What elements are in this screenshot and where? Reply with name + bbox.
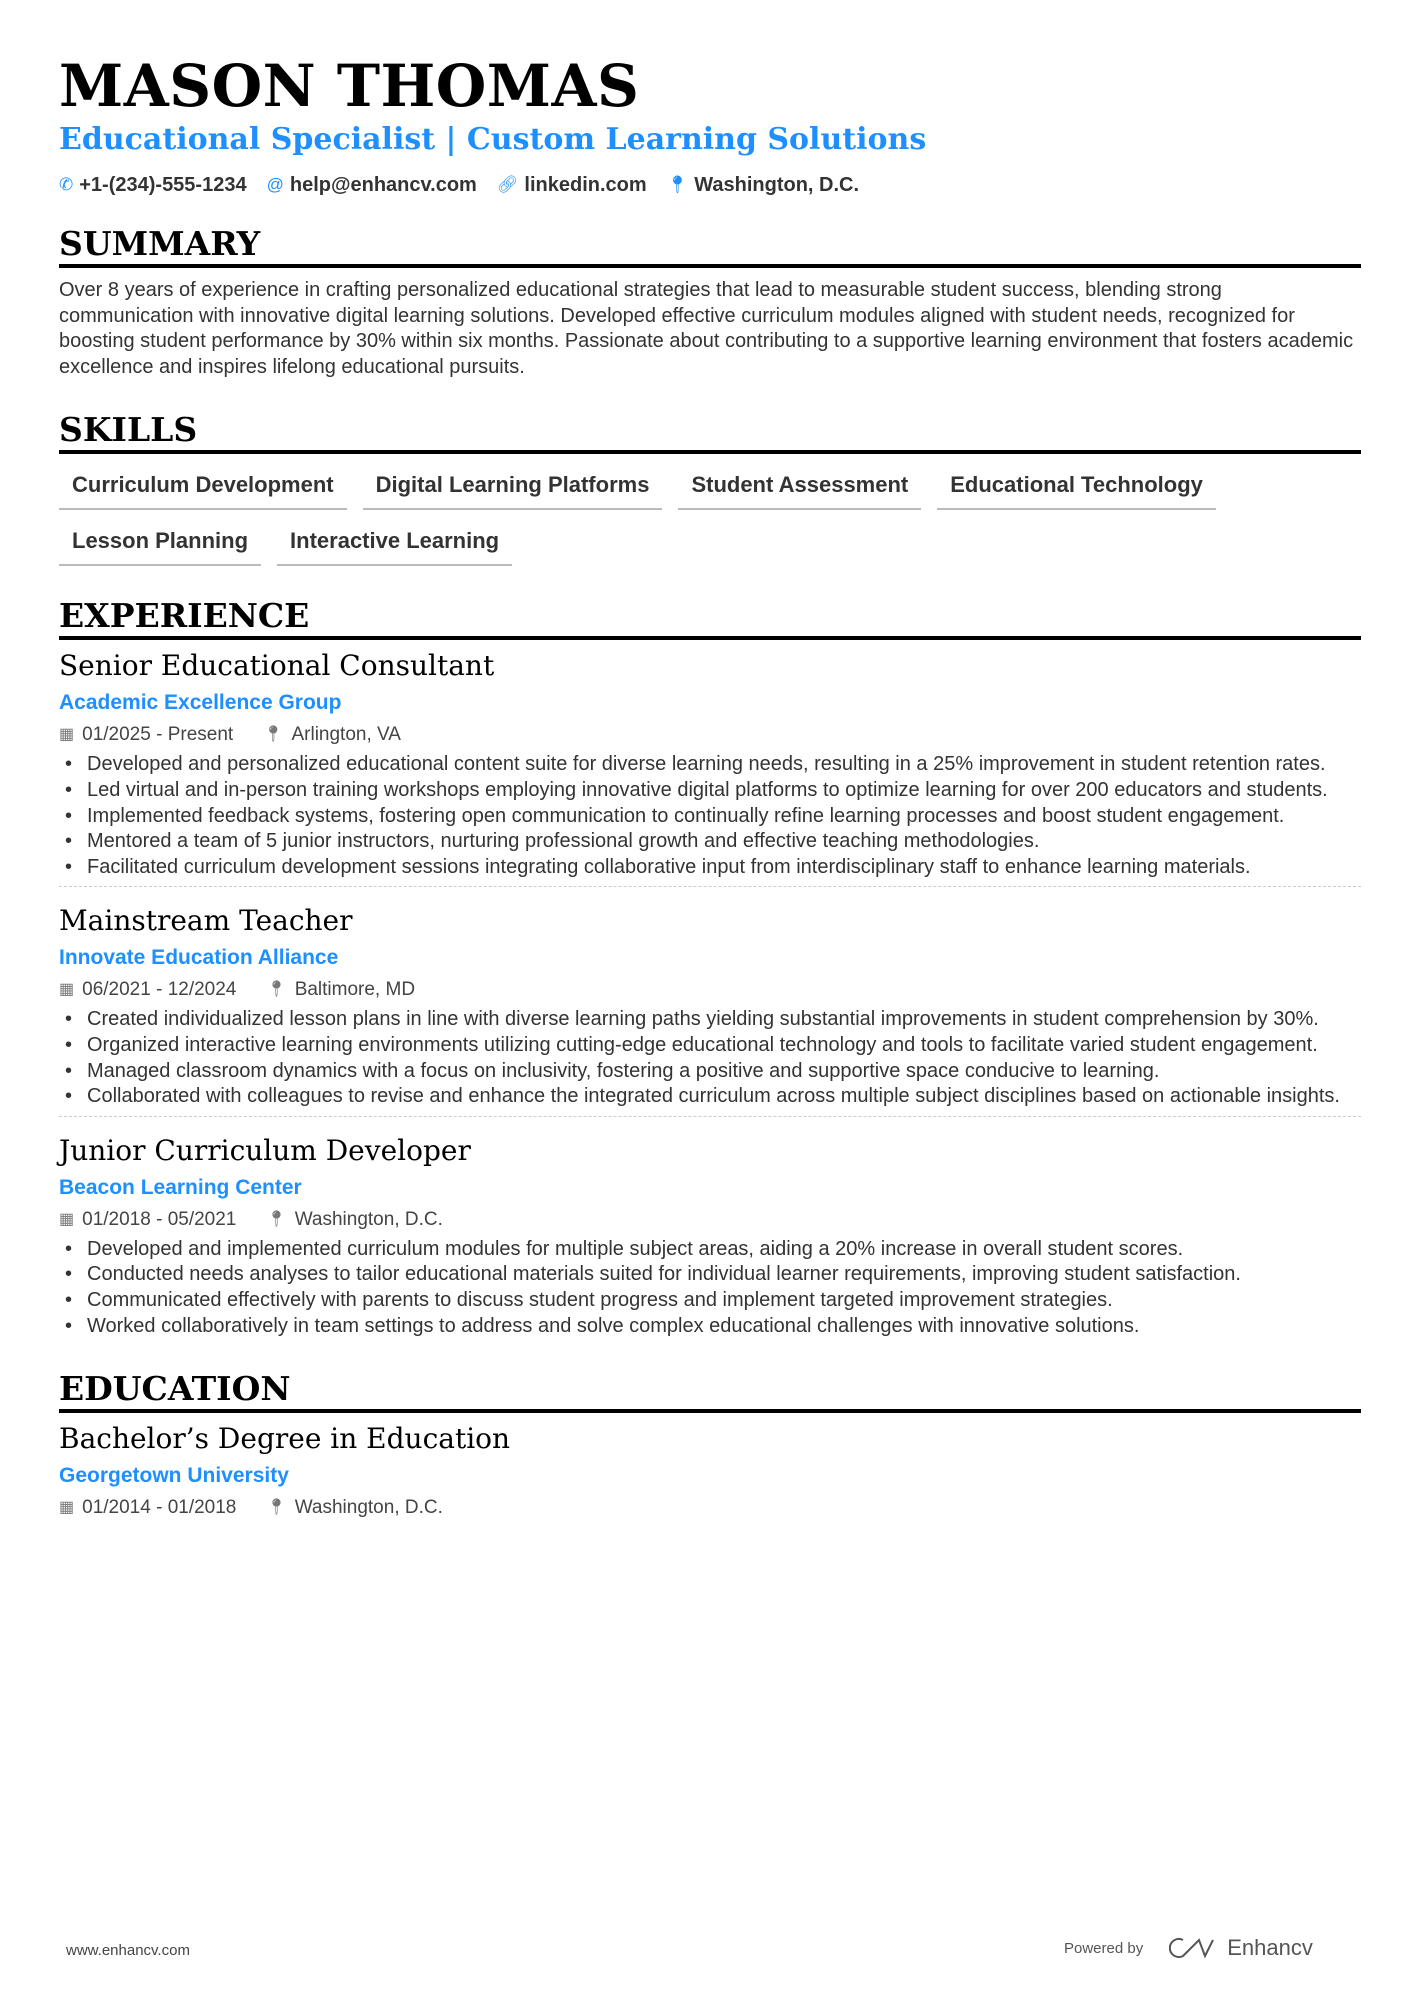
bullet-item: • Managed classroom dynamics with a focus on inclusivity, fostering a positive and supportive space conducive to learning. — [59, 1059, 1361, 1085]
bullet-item: • Created individualized lesson plans in line with diverse learning paths yielding substantial improvements in student comprehension by 30%. — [59, 1007, 1361, 1033]
phone-icon: ✆ — [59, 175, 74, 194]
section-heading: SKILLS — [59, 410, 1361, 454]
location-pin-icon: 📍︎ — [266, 981, 287, 999]
bullet-item: • Worked collaboratively in team settings to address and solve complex educational challenges with innovative solutions. — [59, 1314, 1361, 1340]
footer-branding — [1064, 1935, 1313, 1961]
bullet-item: • Developed and implemented curriculum modules for multiple subject areas, aiding a 20% increase in overall student scores. — [59, 1237, 1361, 1263]
bullet-list — [59, 1007, 1361, 1109]
bullet-item: • Conducted needs analyses to tailor educational materials suited for individual learner requirements, improving student satisfaction. — [59, 1262, 1361, 1288]
email-text: help@enhancv.com — [289, 174, 477, 196]
job-meta — [59, 1205, 1361, 1235]
location: Washington, D.C. — [294, 1497, 443, 1519]
job-title: Junior Curriculum Developer — [59, 1133, 471, 1167]
location: Baltimore, MD — [294, 979, 416, 1001]
education-meta — [59, 1493, 1361, 1523]
skill-tag: Educational Technology — [937, 468, 1216, 510]
contact-list — [59, 172, 1361, 198]
dates: 01/2014 - 01/2018 — [82, 1497, 237, 1519]
skill-tag: Curriculum Development — [59, 468, 347, 510]
bullet-item: • Led virtual and in-person training workshops employing innovative digital platforms to optimize learning for over 200 educators and students. — [59, 778, 1361, 804]
bullet-item: • Facilitated curriculum development sessions integrating collaborative input from interdisciplinary staff to enhance learning materials. — [59, 855, 1361, 881]
job-meta — [59, 720, 1361, 750]
bullet-item: • Implemented feedback systems, fostering open communication to continually refine learning processes and boost student engagement. — [59, 804, 1361, 830]
location-icon: 📍︎ — [666, 175, 689, 194]
job-entry — [59, 646, 1361, 886]
summary-text: Over 8 years of experience in crafting personalized educational strategies that lead to measurable student success, blending strong communication with innovative digital learning solutions. Developed effective curriculum modules aligned with student needs, recognized for boosting student performance by 30% within six months. Passionate about contributing to a supportive learning environment that fosters academic excellence and inspires lifelong educational pursuits. — [59, 279, 1354, 378]
brand-name: Enhancv — [1227, 1935, 1313, 1960]
company: Beacon Learning Center — [59, 1175, 302, 1199]
company: Academic Excellence Group — [59, 691, 342, 715]
bullet-list — [59, 1237, 1361, 1339]
candidate-title: Educational Specialist | Custom Learning Solutions — [59, 122, 927, 157]
bullet-item: • Developed and personalized educational content suite for diverse learning needs, resulting in a 25% improvement in student retention rates. — [59, 752, 1361, 778]
job-list — [59, 646, 1361, 1345]
location-text: Washington, D.C. — [694, 174, 860, 196]
contact-phone[interactable] — [59, 172, 247, 198]
company: Innovate Education Alliance — [59, 946, 339, 970]
dates: 01/2018 - 05/2021 — [82, 1208, 237, 1230]
section-heading: SUMMARY — [59, 224, 1361, 268]
candidate-name: MASON THOMAS — [59, 52, 640, 120]
degree: Bachelor’s Degree in Education — [59, 1422, 511, 1456]
location-pin-icon: 📍︎ — [266, 1210, 287, 1228]
bullet-item: • Organized interactive learning environments utilizing cutting-edge educational technology and tools to facilitate varied student engagement. — [59, 1033, 1361, 1059]
experience-section — [59, 596, 1361, 1345]
contact-location — [667, 172, 859, 198]
at-icon: @ — [266, 175, 284, 194]
skill-list — [59, 468, 1309, 566]
job-entry — [59, 886, 1361, 1115]
powered-by: Powered by — [1064, 1939, 1144, 1957]
skill-tag: Digital Learning Platforms — [363, 468, 663, 510]
job-title: Mainstream Teacher — [59, 904, 353, 938]
location-pin-icon: 📍︎ — [263, 726, 284, 744]
enhancv-logo — [1169, 1935, 1313, 1961]
phone-text: +1-(234)-555-1234 — [79, 174, 247, 196]
location: Washington, D.C. — [294, 1208, 443, 1230]
link-icon: 🔗︎ — [496, 175, 519, 194]
skill-tag: Lesson Planning — [59, 524, 261, 566]
dates: 06/2021 - 12/2024 — [82, 979, 237, 1001]
skill-tag: Interactive Learning — [277, 524, 512, 566]
calendar-icon: ▦ — [59, 726, 75, 744]
footer-website[interactable]: www.enhancv.com — [66, 1942, 190, 1959]
bullet-item: • Collaborated with colleagues to revise and enhance the integrated curriculum across multiple subject disciplines based on actionable insights. — [59, 1084, 1361, 1110]
school: Georgetown University — [59, 1464, 289, 1488]
education-section — [59, 1369, 1361, 1523]
job-meta — [59, 975, 1361, 1005]
resume-page — [59, 52, 1361, 1523]
calendar-icon: ▦ — [59, 981, 75, 999]
contact-linkedin[interactable] — [497, 172, 647, 198]
dates: 01/2025 - Present — [82, 724, 234, 746]
linkedin-text: linkedin.com — [524, 174, 647, 196]
enhancv-logo-icon — [1169, 1936, 1215, 1960]
bullet-list — [59, 752, 1361, 880]
summary-section — [59, 224, 1361, 380]
calendar-icon: ▦ — [59, 1210, 75, 1228]
skills-section — [59, 410, 1361, 566]
calendar-icon: ▦ — [59, 1499, 75, 1517]
section-heading: EDUCATION — [59, 1369, 1361, 1413]
header — [59, 52, 1361, 198]
job-entry — [59, 1116, 1361, 1345]
bullet-item: • Mentored a team of 5 junior instructors, nurturing professional growth and effective teaching methodologies. — [59, 829, 1361, 855]
job-title: Senior Educational Consultant — [59, 649, 495, 683]
location: Arlington, VA — [291, 724, 401, 746]
bullet-item: • Communicated effectively with parents to discuss student progress and implement targeted improvement strategies. — [59, 1288, 1361, 1314]
skill-tag: Student Assessment — [678, 468, 921, 510]
section-heading: EXPERIENCE — [59, 596, 1361, 640]
contact-email[interactable] — [267, 172, 477, 198]
location-pin-icon: 📍︎ — [266, 1499, 287, 1517]
